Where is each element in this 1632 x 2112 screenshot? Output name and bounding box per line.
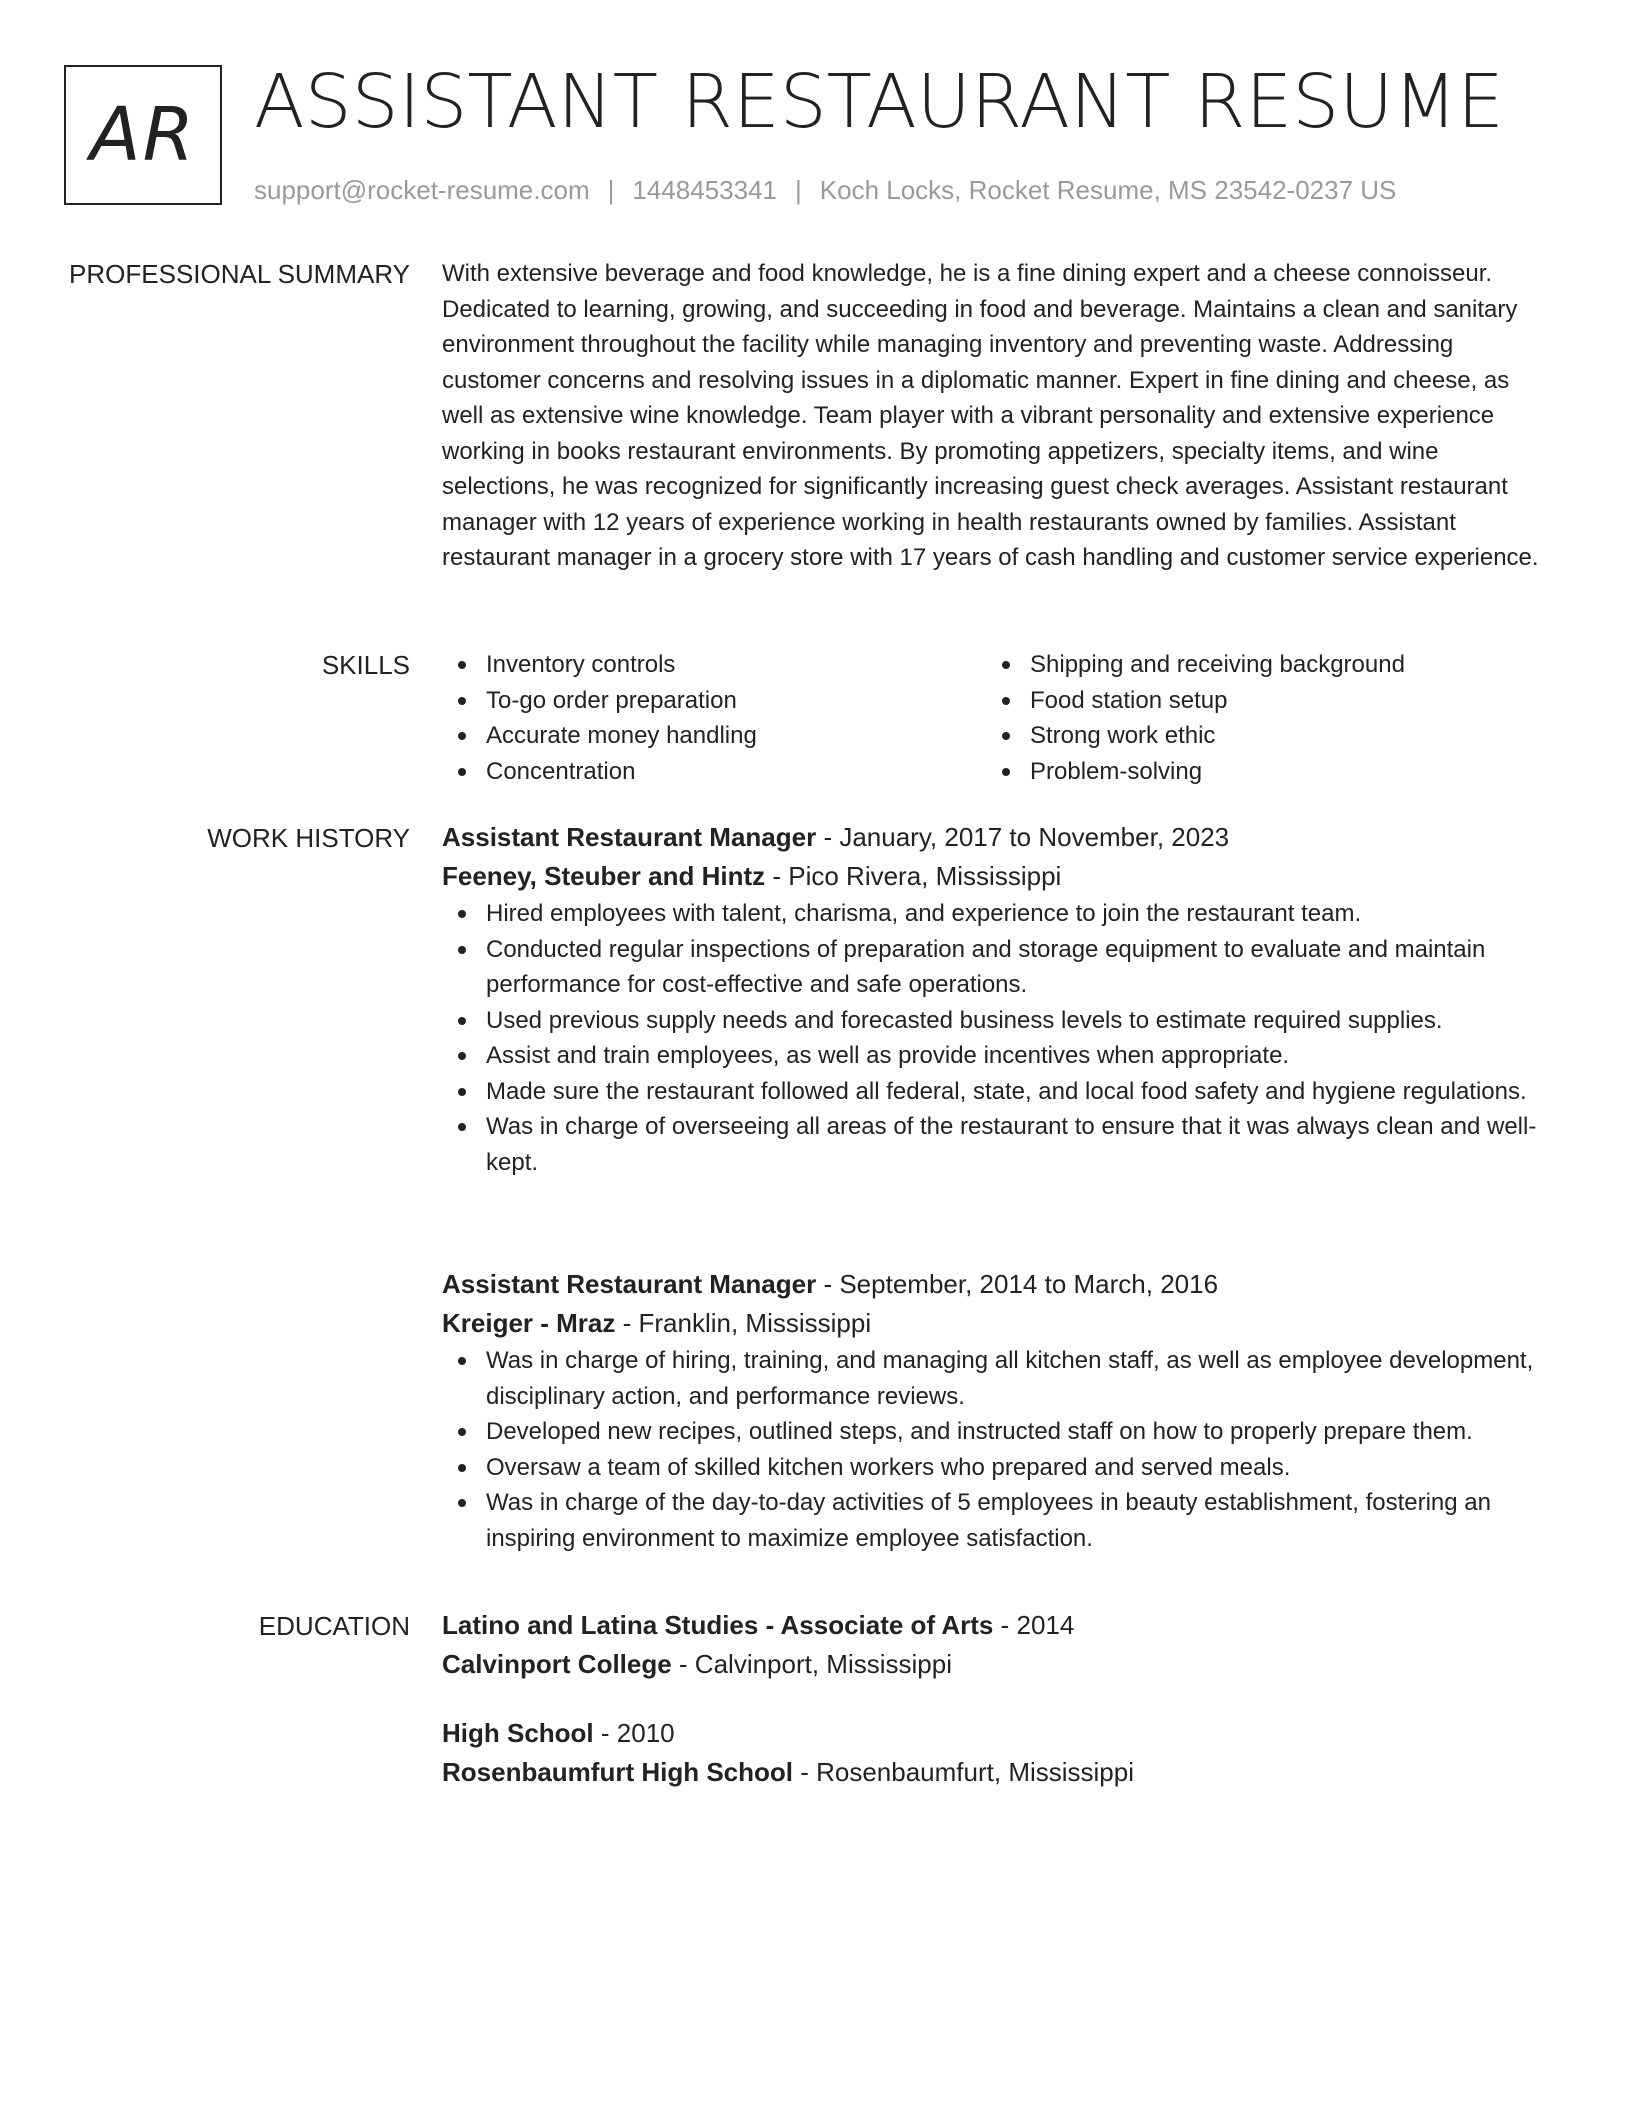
contact-phone: 1448453341 bbox=[632, 175, 777, 205]
job-bullet: Was in charge of hiring, training, and managing all kitchen staff, as well as employee development, disciplinary action, and performance reviews. bbox=[442, 1343, 1552, 1414]
job-bullet: Oversaw a team of skilled kitchen workers who prepared and served meals. bbox=[442, 1450, 1552, 1486]
job-bullets bbox=[442, 1343, 1552, 1556]
education-school: Calvinport College bbox=[442, 1649, 672, 1679]
contact-line bbox=[254, 175, 1396, 205]
monogram-box bbox=[64, 65, 222, 205]
job-title: Assistant Restaurant Manager bbox=[442, 1269, 817, 1299]
job-bullet: Hired employees with talent, charisma, and experience to join the restaurant team. bbox=[442, 896, 1552, 932]
education-school-line bbox=[442, 1753, 1552, 1792]
job-company-line bbox=[442, 1304, 1552, 1343]
section-label-skills: SKILLS bbox=[321, 650, 410, 680]
education-entry bbox=[442, 1714, 1552, 1792]
job-location: - Franklin, Mississippi bbox=[615, 1308, 872, 1338]
skills-column-1 bbox=[442, 647, 986, 789]
skills-column-2 bbox=[986, 647, 1546, 789]
job-entry bbox=[442, 818, 1552, 1180]
summary-text: With extensive beverage and food knowledge, he is a fine dining expert and a cheese connoisseur. Dedicated to learning, growing, and succeeding in food and beverage. Maintains a clean and sanitary environment throughout the facility while managing inventory and preventing waste. Addressing customer concerns and resolving issues in a diplomatic manner. Expert in fine dining and cheese, as well as extensive wine knowledge. Team player with a vibrant personality and extensive experience working in books restaurant environments. By promoting appetizers, specialty items, and wine selections, he was recognized for significantly increasing guest check averages. Assistant restaurant manager with 12 years of experience working in health restaurants owned by families. Assistant restaurant manager in a grocery store with 17 years of cash handling and customer service experience. bbox=[442, 260, 1539, 571]
education-location: - Rosenbaumfurt, Mississippi bbox=[793, 1757, 1134, 1787]
job-bullet: Was in charge of the day-to-day activities of 5 employees in beauty establishment, fostering an inspiring environment to maximize employee satisfaction. bbox=[442, 1485, 1552, 1556]
skill-item: Inventory controls bbox=[442, 647, 986, 683]
job-entry bbox=[442, 1265, 1552, 1556]
monogram-initials: AR bbox=[89, 92, 197, 178]
section-label-work: WORK HISTORY bbox=[207, 823, 410, 853]
education-entry bbox=[442, 1606, 1552, 1684]
job-bullets bbox=[442, 896, 1552, 1180]
job-bullet: Assist and train employees, as well as provide incentives when appropriate. bbox=[442, 1038, 1552, 1074]
job-title: Assistant Restaurant Manager bbox=[442, 822, 817, 852]
section-label-summary: PROFESSIONAL SUMMARY bbox=[69, 259, 410, 289]
job-bullet: Used previous supply needs and forecasted business levels to estimate required supplies. bbox=[442, 1003, 1552, 1039]
education-year: - 2014 bbox=[993, 1610, 1075, 1640]
contact-separator: | bbox=[607, 175, 615, 205]
education-degree: High School bbox=[442, 1718, 594, 1748]
skill-item: Food station setup bbox=[986, 683, 1546, 719]
contact-email: support@rocket-resume.com bbox=[254, 175, 590, 205]
education-degree: Latino and Latina Studies - Associate of Arts bbox=[442, 1610, 994, 1640]
job-bullet: Made sure the restaurant followed all federal, state, and local food safety and hygiene regulations. bbox=[442, 1074, 1552, 1110]
education-school: Rosenbaumfurt High School bbox=[442, 1757, 793, 1787]
education-degree-line bbox=[442, 1714, 1552, 1753]
education-degree-line bbox=[442, 1606, 1552, 1645]
job-bullet: Conducted regular inspections of preparation and storage equipment to evaluate and maintain performance for cost-effective and safe operations. bbox=[442, 932, 1552, 1003]
skill-item: Problem-solving bbox=[986, 754, 1546, 790]
skill-item: Shipping and receiving background bbox=[986, 647, 1546, 683]
contact-separator: | bbox=[795, 175, 802, 205]
job-location: - Pico Rivera, Mississippi bbox=[765, 861, 1062, 891]
education-location: - Calvinport, Mississippi bbox=[671, 1649, 952, 1679]
job-bullet: Was in charge of overseeing all areas of the restaurant to ensure that it was always clean and well-kept. bbox=[442, 1109, 1552, 1180]
skills-section bbox=[442, 647, 1552, 789]
skill-item: Concentration bbox=[442, 754, 986, 790]
skill-item: Accurate money handling bbox=[442, 718, 986, 754]
summary-section bbox=[442, 256, 1552, 576]
skill-item: Strong work ethic bbox=[986, 718, 1546, 754]
education-year: - 2010 bbox=[593, 1718, 675, 1748]
job-dates: - September, 2014 to March, 2016 bbox=[816, 1269, 1219, 1299]
job-dates: - January, 2017 to November, 2023 bbox=[816, 822, 1230, 852]
skill-item: To-go order preparation bbox=[442, 683, 986, 719]
contact-address: Koch Locks, Rocket Resume, MS 23542-0237 US bbox=[819, 175, 1397, 205]
job-company: Feeney, Steuber and Hintz bbox=[442, 861, 766, 891]
job-title-line bbox=[442, 1265, 1552, 1304]
job-bullet: Developed new recipes, outlined steps, and instructed staff on how to properly prepare them. bbox=[442, 1414, 1552, 1450]
education-school-line bbox=[442, 1645, 1552, 1684]
job-title-line bbox=[442, 818, 1552, 857]
job-company-line bbox=[442, 857, 1552, 896]
resume-title: ASSISTANT RESTAURANT RESUME bbox=[254, 59, 1504, 145]
section-label-education: EDUCATION bbox=[258, 1611, 410, 1641]
job-company: Kreiger - Mraz bbox=[442, 1308, 616, 1338]
